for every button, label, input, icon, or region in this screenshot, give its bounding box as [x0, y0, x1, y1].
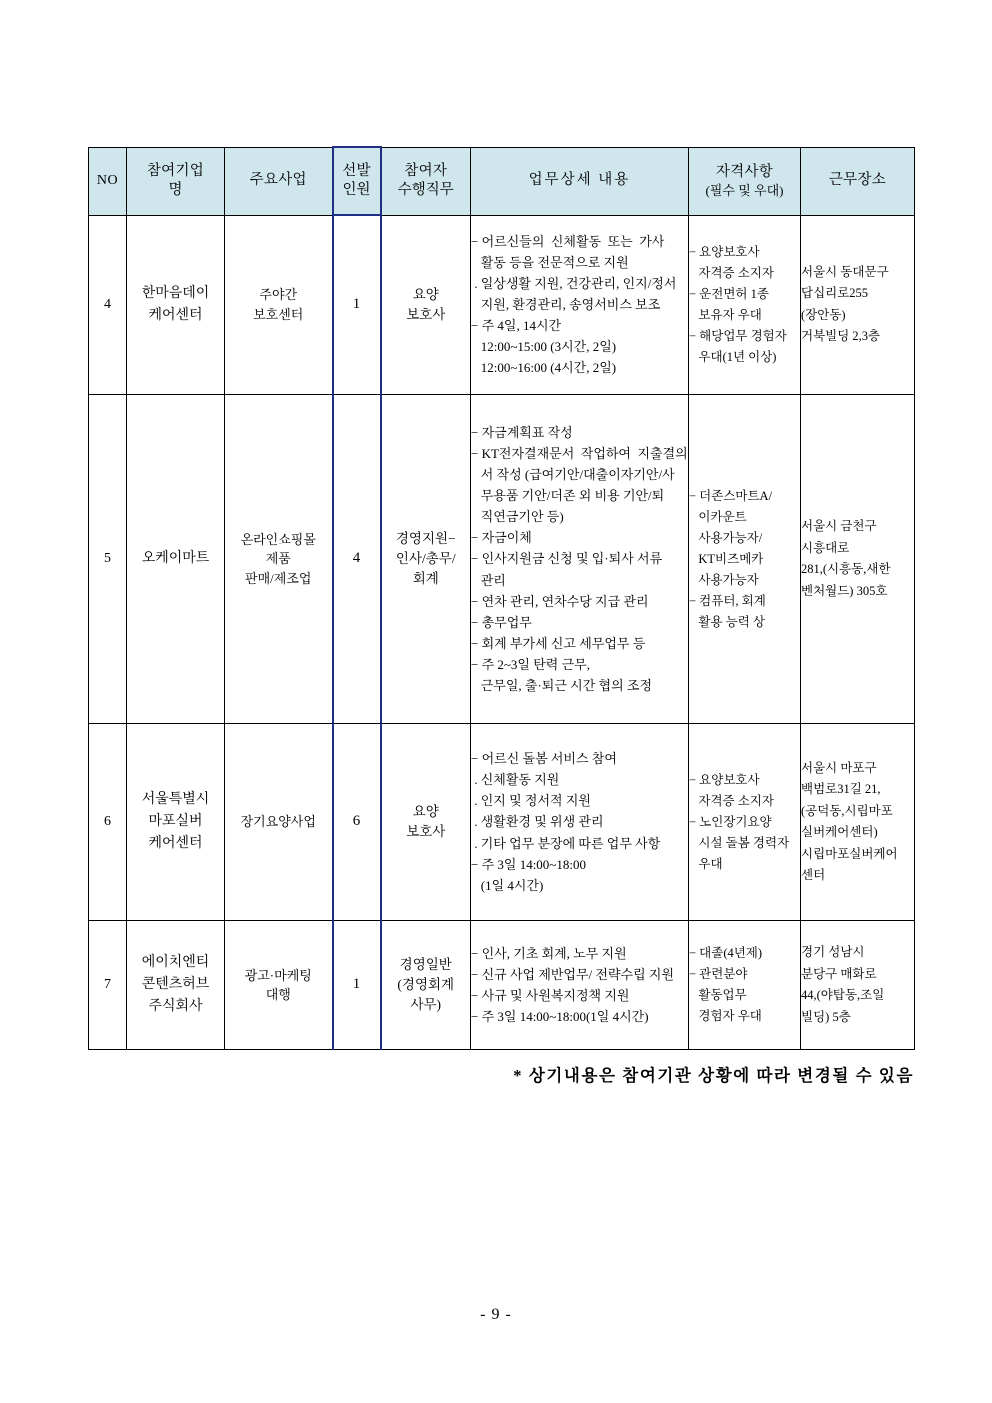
- text-line: − 대졸(4년제): [689, 946, 763, 960]
- table-row: [89, 395, 915, 724]
- cell-company: 오케이마트: [127, 395, 225, 724]
- cell-count: 4: [333, 395, 381, 724]
- text-line: − 노인장기요양: [689, 814, 772, 829]
- job-list-table-wrapper: [88, 146, 914, 1050]
- cell-qualification: [689, 724, 801, 921]
- location-line-list: [801, 942, 914, 1028]
- cell-business: 광고·마케팅 대행: [225, 921, 333, 1050]
- text-line: . 인지 및 정서적 지원: [471, 793, 591, 809]
- text-line: 거북빌딩 2,3층: [801, 329, 881, 344]
- text-line: 관리: [471, 572, 506, 588]
- qualification-line-list: [689, 770, 800, 875]
- text-line: − 인사지원금 신청 및 입·퇴사 서류: [471, 551, 663, 567]
- text-line: − 운전면허 1종: [689, 286, 769, 301]
- location-line-list: [801, 262, 914, 348]
- text-line: (1일 4시간): [471, 877, 544, 893]
- text-line: − 요양보호사: [689, 772, 760, 787]
- text-line: − 연차 관리, 연차수당 지급 관리: [471, 593, 649, 609]
- text-line: 44,(야탑동,조일: [801, 988, 885, 1002]
- cell-location: [801, 215, 915, 395]
- column-header-qualification: [689, 147, 801, 215]
- text-line: KT비즈메카: [689, 551, 764, 566]
- detail-line-list: [471, 943, 688, 1027]
- column-header-detail: 업무상세 내용: [471, 147, 689, 215]
- cell-no: 4: [89, 215, 127, 395]
- column-header-company: [127, 147, 225, 215]
- cell-business: 장기요양사업: [225, 724, 333, 921]
- cell-company: 에이치엔티 콘텐츠허브 주식회사: [127, 921, 225, 1050]
- text-line: 빌딩) 5층: [801, 1009, 851, 1024]
- detail-line-list: [471, 231, 688, 378]
- text-line: − 주 3일 14:00~18:00(1일 4시간): [471, 1009, 649, 1025]
- text-line: − 컴퓨터, 회계: [689, 593, 766, 608]
- column-header-job-line2: 수행직무: [397, 182, 454, 198]
- text-line: − 주 3일 14:00~18:00: [471, 856, 586, 872]
- cell-business: 온라인쇼핑몰 제품 판매/제조업: [225, 395, 333, 724]
- table-footnote: * 상기내용은 참여기관 상황에 따라 변경될 수 있음: [513, 1066, 914, 1085]
- text-line: 12:00~16:00 (4시간, 2일): [471, 360, 617, 376]
- text-line: − 신규 사업 제반업무/ 전략수립 지원: [471, 966, 675, 982]
- column-header-company-line1: 참여기업: [146, 162, 205, 179]
- cell-detail: [471, 395, 689, 724]
- text-line: 경험자 우대: [689, 1009, 762, 1023]
- text-line: − 주 2~3일 탄력 근무,: [471, 656, 590, 672]
- table-body: [89, 215, 915, 1050]
- cell-no: 5: [89, 395, 127, 724]
- text-line: 서울시 마포구: [801, 760, 877, 775]
- text-line: − 해당업무 경험자: [689, 328, 787, 343]
- text-line: − 더존스마트A/: [689, 488, 773, 503]
- qualification-line-list: [689, 943, 800, 1027]
- text-line: 서 작성 (급여기안/대출이자기안/사: [471, 467, 675, 483]
- column-header-qualification-line2: (필수 및 우대): [705, 182, 784, 198]
- text-line: 서울시 동대문구: [801, 264, 889, 279]
- cell-no: 7: [89, 921, 127, 1050]
- column-header-job: [381, 147, 471, 215]
- text-line: − 회계 부가세 신고 세무업무 등: [471, 635, 646, 651]
- column-header-count-line2: 인원: [342, 182, 371, 198]
- text-line: (공덕동,시립마포: [801, 803, 893, 818]
- text-line: − 총무업무: [471, 614, 532, 630]
- cell-company: 서울특별시 마포실버 케어센터: [127, 724, 225, 921]
- table-row: [89, 724, 915, 921]
- text-line: − KT전자결재문서 작업하여 지출결의: [471, 446, 688, 462]
- cell-location: [801, 921, 915, 1050]
- text-line: 서울시 금천구: [801, 519, 877, 533]
- cell-count: 1: [333, 921, 381, 1050]
- text-line: . 신체활동 지원: [471, 772, 560, 788]
- cell-location: [801, 395, 915, 724]
- column-header-company-line2: 명: [168, 182, 183, 198]
- text-line: 직연금기안 등): [471, 509, 564, 525]
- cell-job: 경영지원− 인사/총무/ 회계: [381, 395, 471, 724]
- cell-qualification: [689, 215, 801, 395]
- column-header-business: 주요사업: [225, 147, 333, 215]
- text-line: . 생활환경 및 위생 관리: [471, 814, 604, 830]
- text-line: − 관련분야: [689, 967, 748, 981]
- cell-job: 요양 보호사: [381, 215, 471, 395]
- text-line: 근무일, 출·퇴근 시간 협의 조정: [471, 677, 653, 693]
- text-line: . 일상생활 지원, 건강관리, 인지/정서: [471, 276, 677, 292]
- text-line: − 자금계획표 작성: [471, 425, 573, 441]
- text-line: − 어르신들의 신체활동 또는 가사: [471, 234, 665, 250]
- text-line: 자격증 소지자: [689, 793, 774, 808]
- cell-qualification: [689, 921, 801, 1050]
- table-row: [89, 215, 915, 395]
- text-line: 센터: [801, 868, 826, 882]
- page-number: - 9 -: [480, 1306, 512, 1323]
- location-line-list: [801, 758, 914, 887]
- text-line: 답십리로255: [801, 286, 869, 301]
- text-line: 무용품 기안/더존 외 비용 기안/퇴: [471, 488, 665, 504]
- qualification-line-list: [689, 486, 800, 633]
- text-line: 실버케어센터): [801, 825, 878, 839]
- text-line: 이카운트: [689, 509, 747, 524]
- cell-detail: [471, 724, 689, 921]
- table-row: [89, 921, 915, 1050]
- cell-business: 주야간 보호센터: [225, 215, 333, 395]
- cell-job: 경영일반 (경영회계 사무): [381, 921, 471, 1050]
- text-line: 활동 등을 전문적으로 지원: [471, 255, 629, 271]
- cell-qualification: [689, 395, 801, 724]
- text-line: 시설 돌봄 경력자: [689, 835, 790, 850]
- cell-detail: [471, 921, 689, 1050]
- text-line: 우대: [689, 856, 723, 871]
- text-line: − 주 4일, 14시간: [471, 318, 562, 334]
- text-line: − 사규 및 사원복지정책 지원: [471, 988, 630, 1003]
- column-header-count-line1: 선발: [342, 162, 371, 179]
- text-line: − 요양보호사: [689, 244, 760, 259]
- cell-company: 한마음데이 케어센터: [127, 215, 225, 395]
- text-line: 지원, 환경관리, 송영서비스 보조: [471, 297, 661, 313]
- text-line: 활용 능력 상: [689, 614, 766, 629]
- detail-line-list: [471, 422, 688, 696]
- cell-no: 6: [89, 724, 127, 921]
- text-line: 벤처월드) 305호: [801, 583, 888, 598]
- text-line: − 인사, 기초 회계, 노무 지원: [471, 945, 627, 961]
- text-line: 12:00~15:00 (3시간, 2일): [471, 339, 617, 355]
- column-header-qualification-line1: 자격사항: [715, 163, 774, 180]
- cell-location: [801, 724, 915, 921]
- cell-detail: [471, 215, 689, 395]
- text-line: 사용가능자: [689, 572, 759, 587]
- text-line: 281,(시흥동,새한: [801, 562, 891, 576]
- text-line: 분당구 매화로: [801, 966, 877, 981]
- text-line: 시립마포실버케어: [801, 846, 898, 861]
- table-header-row: [89, 147, 915, 215]
- text-line: 시흥대로: [801, 540, 850, 555]
- job-list-table: [88, 146, 915, 1050]
- text-line: 사용가능자/: [689, 530, 763, 545]
- text-line: 경기 성남시: [801, 945, 865, 959]
- text-line: − 어르신 돌봄 서비스 참여: [471, 751, 617, 767]
- location-line-list: [801, 516, 914, 602]
- cell-count: 6: [333, 724, 381, 921]
- column-header-location: 근무장소: [801, 147, 915, 215]
- text-line: . 기타 업무 분장에 따른 업무 사항: [471, 835, 661, 851]
- column-header-count: [333, 147, 381, 215]
- text-line: − 자금이체: [471, 530, 532, 546]
- detail-line-list: [471, 748, 688, 895]
- text-line: 백범로31길 21,: [801, 782, 881, 796]
- qualification-line-list: [689, 242, 800, 368]
- text-line: (장안동): [801, 307, 846, 322]
- text-line: 보유자 우대: [689, 307, 762, 322]
- cell-count: 1: [333, 215, 381, 395]
- column-header-no: NO: [89, 147, 127, 215]
- text-line: 우대(1년 이상): [689, 349, 777, 364]
- text-line: 활동업무: [689, 988, 747, 1002]
- text-line: 자격증 소지자: [689, 265, 774, 280]
- cell-job: 요양 보호사: [381, 724, 471, 921]
- column-header-job-line1: 참여자: [404, 162, 448, 179]
